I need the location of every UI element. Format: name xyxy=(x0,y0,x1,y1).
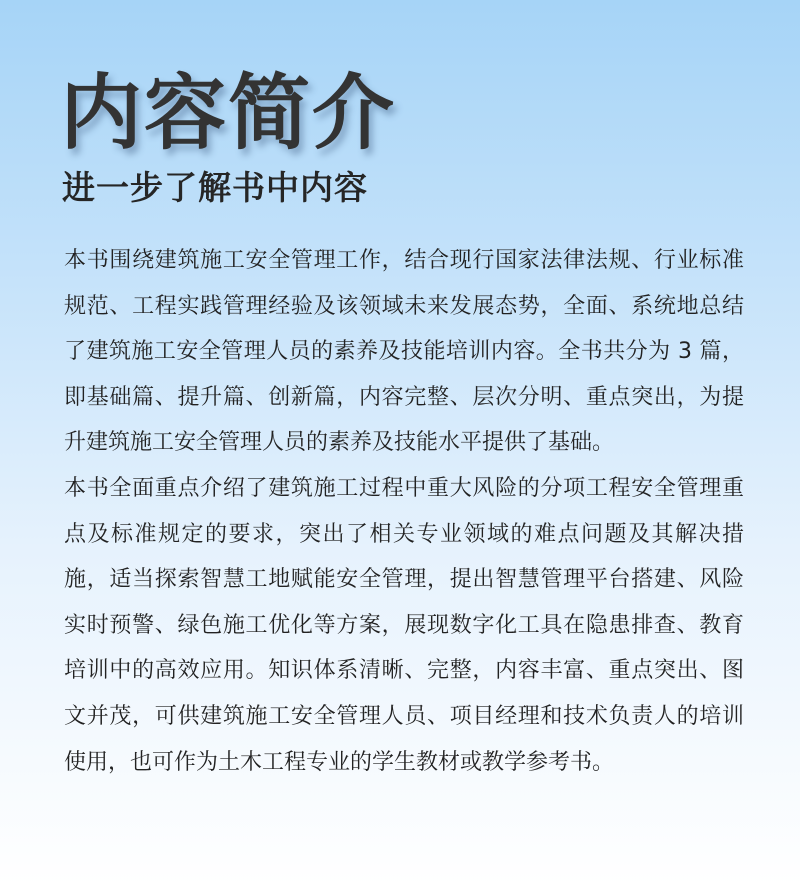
intro-paragraph-2: 本书全面重点介绍了建筑施工过程中重大风险的分项工程安全管理重点及标准规定的要求，突出了相关专业领域的难点问题及其解决措施，适当探索智慧工地赋能安全管理，提出智慧管理平台搭建、风险实时预警、绿色施工优化等方案，展现数字化工具在隐患排查、教育培训中的高效应用。知识体系清晰、完整，内容丰富、重点突出、图文并茂，可供建筑施工安全管理人员、项目经理和技术负责人的培训使用，也可作为土木工程专业的学生教材或教学参考书。 xyxy=(64,475,744,775)
body-text xyxy=(64,238,744,785)
intro-paragraph-1: 本书围绕建筑施工安全管理工作，结合现行国家法律法规、行业标准规范、工程实践管理经验及该领域未来发展态势，全面、系统地总结了建筑施工安全管理人员的素养及技能培训内容。全书共分为 3 篇，即基础篇、提升篇、创新篇，内容完整、层次分明、重点突出，为提升建筑施工安全管理人员的素养及技能水平提供了基础。 xyxy=(64,248,744,456)
page-subtitle: 进一步了解书中内容 xyxy=(62,168,368,207)
page-title: 内容简介 xyxy=(60,66,397,161)
